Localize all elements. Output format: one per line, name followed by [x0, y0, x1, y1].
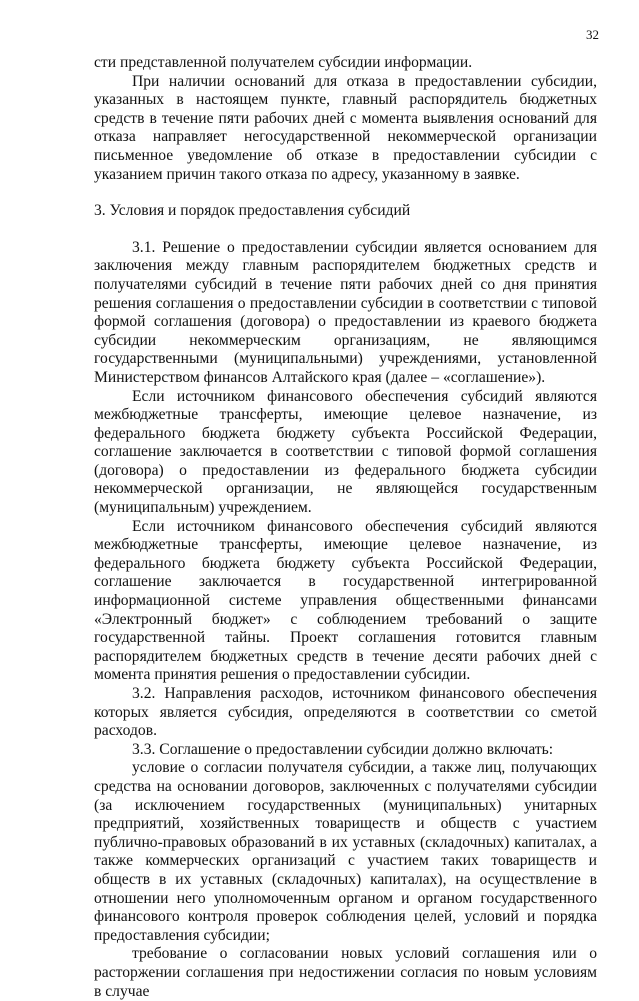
paragraph-consent-condition: условие о согласии получателя субсидии, а также лиц, получающих средства на основании договоров, заключенных с получателями субсидии (за исключением государственных (муниципальных) унитарных предприятий, хозяйственных товариществ и обществ с участием публично-правовых образований в их уставных (складочных) капиталах, а также коммерческих организаций с участием таких товариществ и обществ в их уставных (складочных) капиталах), на осуществление в отношении него уполномоченным органом и органом государственного финансового контроля проверок соблюдения целей, условий и порядка предоставления субсидии;	[94, 759, 597, 944]
page-number: 32	[586, 27, 599, 42]
paragraph-federal-transfers-2: Если источником финансового обеспечения субсидий являются межбюджетные трансферты, имеющие целевое назначение, из федерального бюджета бюджету субъекта Российской Федерации, соглашение заключается в государственной интегрированной информационной системе управления общественными финансами «Электронный бюджет» с соблюдением требований о защите государственной тайны. Проект соглашения готовится главным распорядителем бюджетных средств в течение десяти рабочих дней с момента принятия решения о предоставлении субсидии.	[94, 517, 597, 684]
paragraph-3-2: 3.2. Направления расходов, источником финансового обеспечения которых является субсидия, определяются в соответствии со сметой расходов.	[94, 685, 597, 740]
document-body	[94, 54, 597, 1001]
paragraph-federal-transfers-1: Если источником финансового обеспечения субсидий являются межбюджетные трансферты, имеющие целевое назначение, из федерального бюджета бюджету субъекта Российской Федерации, соглашение заключается в соответствии с типовой формой соглашения (договора) о предоставлении из федерального бюджета субсидии некоммерческой организации, не являющейся государственным (муниципальным) учреждением.	[94, 387, 597, 517]
paragraph-3-1: 3.1. Решение о предоставлении субсидии является основанием для заключения между главным распорядителем бюджетных средств и получателями субсидий в течение пяти рабочих дней со дня принятия решения соглашения о предоставлении субсидии в соответствии с типовой формой соглашения (договора) о предоставлении из краевого бюджета субсидии некоммерческим организациям, не являющимся государственными (муниципальными) учреждениями, установленной Министерством финансов Алтайского края (далее – «соглашение»).	[94, 238, 597, 386]
paragraph-new-conditions: требование о согласовании новых условий соглашения или о расторжении соглашения при недостижении согласия по новым условиям в случае	[94, 945, 597, 1000]
paragraph-refusal-notice: При наличии оснований для отказа в предоставлении субсидии, указанных в настоящем пункте, главный распорядитель бюджетных средств в течение пяти рабочих дней с момента выявления оснований для отказа направляет негосударственной некоммерческой организации письменное уведомление об отказе в предоставлении субсидии с указанием причин такого отказа по адресу, указанному в заявке.	[94, 72, 597, 183]
paragraph-continuation: сти представленной получателем субсидии информации.	[94, 54, 473, 71]
paragraph-3-3: 3.3. Соглашение о предоставлении субсидии должно включать:	[132, 740, 554, 758]
section-heading: 3. Условия и порядок предоставления субсидий	[94, 202, 411, 220]
